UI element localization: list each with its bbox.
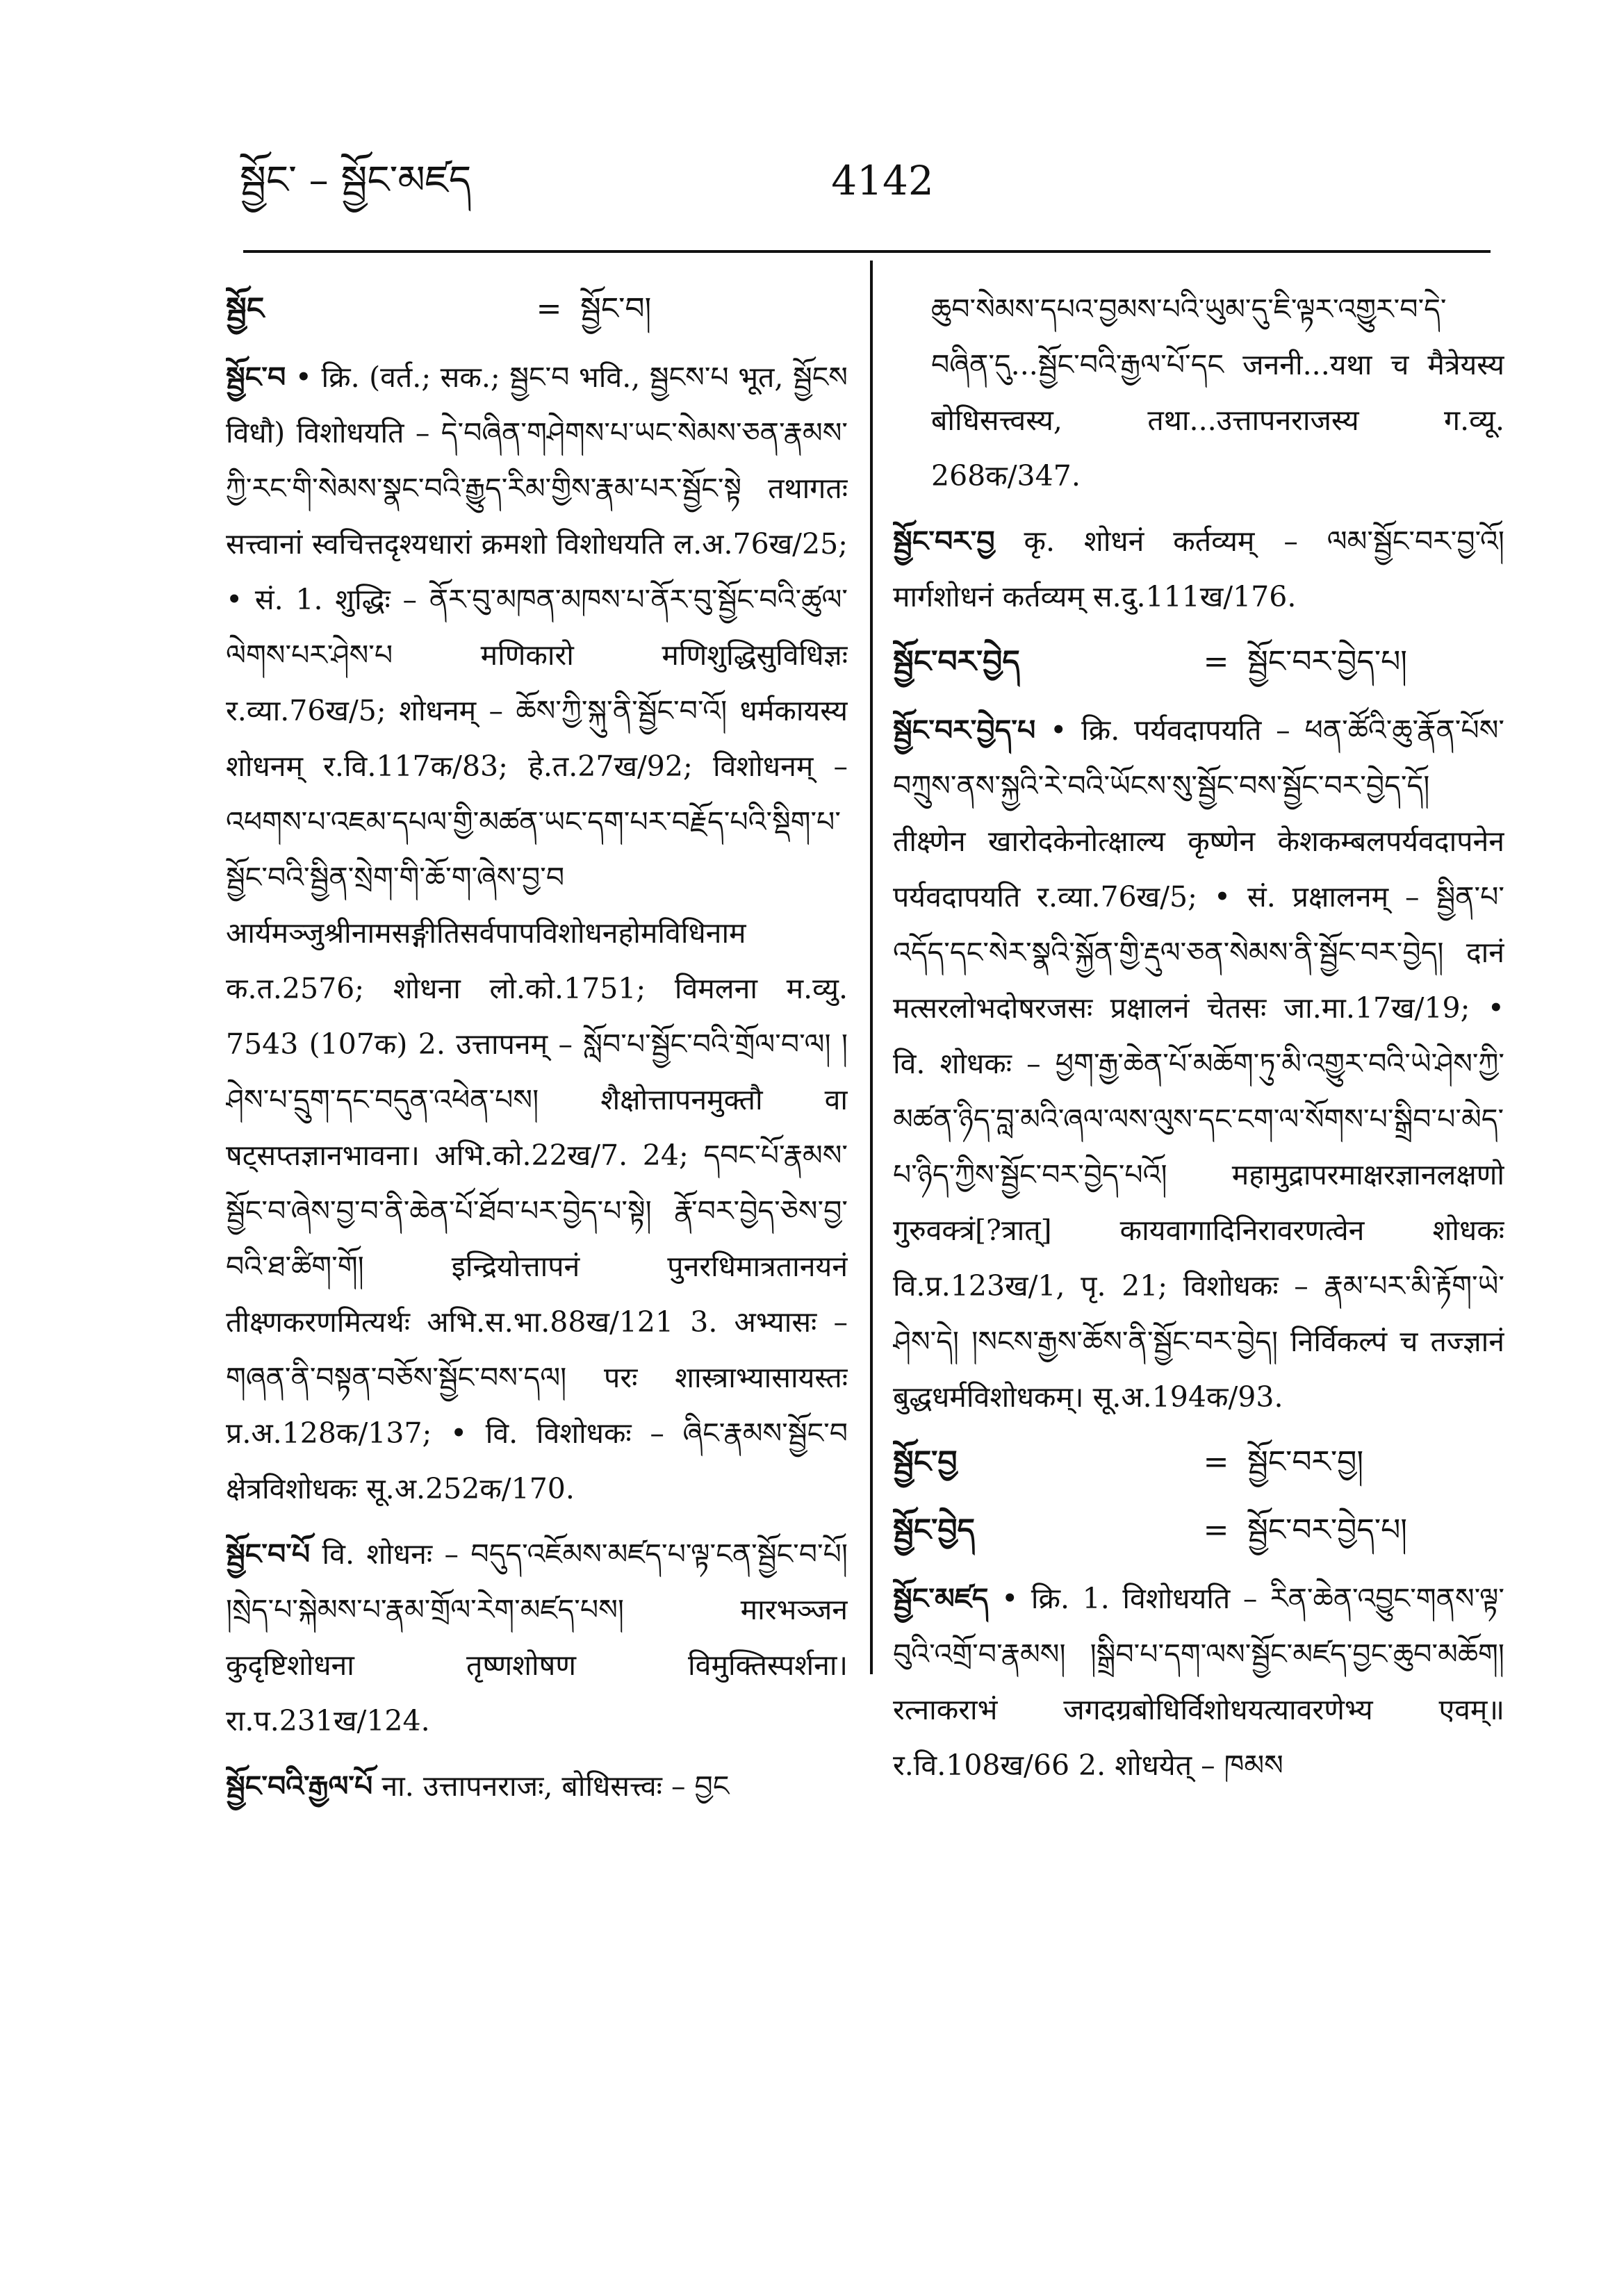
entry-headword: སྦྱོང་བར་བྱེད xyxy=(893,644,1020,679)
entry-headword: སྦྱོང་བྱ xyxy=(893,1444,958,1480)
continued-entry-text: ཆུབ་སེམས་དཔའ་བྱམས་པའི་ཡུམ་དུ་ཇི་ལྟར་འགྱུར་བ་དེ་བཞིན་དུ...སྦྱོང་བའི་རྒྱལ་པོ་དང जननी...यथा च मैत्रेयस्य बोधिसत्त्वस्य, तथा...उत्तापनराजस्य ग.व्यू. 268क/347. xyxy=(931,292,1504,493)
entry-definition: कृ. शोधनं कर्तव्यम् – ལམ་སྦྱོང་བར་བྱ་འོ། मार्गशोधनं कर्तव्यम् स.दु.111ख/176. xyxy=(893,525,1504,613)
cross-reference-target: སྦྱོང་བར་བྱ། xyxy=(1247,1444,1364,1480)
page-number: 4142 xyxy=(831,157,934,204)
cross-reference-entry xyxy=(893,1503,1504,1558)
entry-headword: སྦྱོང་བ་པོ xyxy=(226,1537,311,1571)
entry-headword: སྦྱོང་བར་བྱེད་པ xyxy=(893,713,1036,747)
dictionary-entry xyxy=(226,1758,848,1814)
entry-headword: སྦྱོང་བར་བྱ xyxy=(893,525,995,558)
entry-definition: वि. शोधनः – བདུད་འཇོམས་མཛད་པ་ལྟ་ངན་སྦྱོང་བ་པོ། །སྲེད་པ་སྐེམས་པ་རྣམ་གྲོལ་རེག་མཛད་པས། मारभञ्जन कुदृष्टिशोधना तृष्णशोषण विमुक्तिस्पर्शना। रा.प.231ख/124. xyxy=(226,1537,848,1737)
equals-sign: = xyxy=(1203,1444,1229,1480)
cross-reference-entry xyxy=(226,281,848,337)
cross-reference-entry xyxy=(893,1435,1504,1490)
right-column xyxy=(893,281,1504,2296)
entry-definition: • क्रि. पर्यवदापयति – ཕན་ཚོའི་ཆུ་རྣོན་པོས་བཀྲུས་ནས་སྐྱའི་རེ་བའི་ཡོངས་སུ་སྦྱོང་བས་སྦྱོང་བར་བྱེད་དོ། तीक्ष्णेन खारोदकेनोत्क्षाल्य कृष्णेन केशकम्बलपर्यवदापनेन पर्यवदापयति र.व्या.76ख/5; • सं. प्रक्षालनम् – སྦྱིན་པ་འདོད་དང་སེར་སྣའི་སྐྱོན་གྱི་རྡུལ་ཅན་སེམས་ནི་སྦྱོང་བར་བྱེད། दानं मत्सरलोभदोषरजसः प्रक्षालनं चेतसः जा.मा.17ख/19; • वि. शोधकः – ཕྱག་རྒྱ་ཆེན་པོ་མཆོག་ཏུ་མི་འགྱུར་བའི་ཡེ་ཤེས་ཀྱི་མཚན་ཉིད་བླ་མའི་ཞལ་ལས་ལུས་དང་ངག་ལ་སོགས་པ་སྒྲིབ་པ་མེད་པ་ཉིད་ཀྱིས་སྦྱོང་བར་བྱེད་པའོ། महामुद्रापरमाक्षरज्ञानलक्षणो गुरुवक्त्रं[?त्रात्] कायवागादिनिरावरणत्वेन शोधकः वि.प्र.123ख/1, पृ. 21; विशोधकः – རྣམ་པར་མི་རྟོག་ཡེ་ཤེས་དེ། །སངས་རྒྱས་ཆོས་ནི་སྦྱོང་བར་བྱེད། निर्विकल्पं च तज्ज्ञानं बुद्धधर्मविशोधकम्। सू.अ.194क/93. xyxy=(893,713,1504,1414)
cross-reference-target: སྦྱོང་བར་བྱེད་པ། xyxy=(1247,644,1408,679)
running-head: སྦྱོང་ – སྦྱོང་མཛད xyxy=(240,158,472,203)
column-divider xyxy=(870,261,873,1674)
dictionary-entry xyxy=(893,702,1504,1425)
cross-reference-target: སྦྱོང་བར་བྱེད་པ། xyxy=(1247,1512,1408,1548)
dictionary-entry xyxy=(893,513,1504,625)
entry-definition: ना. उत्तापनराजः, बोधिसत्त्वः – བྱང xyxy=(381,1769,730,1803)
dictionary-entry xyxy=(893,1571,1504,1793)
cross-reference-target: སྦྱོང་བ། xyxy=(580,291,652,327)
header-rule xyxy=(243,250,1491,253)
entry-definition: • क्रि. 1. विशोधयति – རིན་ཆེན་འབྱུང་གནས་ལྟ་བུའི་འགྲོ་བ་རྣམས། །སྒྲིབ་པ་དག་ལས་སྦྱོང་མཛད་བྱང་ཆུབ་མཆོག། रत्नाकराभं जगदग्रबोधिर्विशोधयत्यावरणेभ्य एवम्॥ र.वि.108ख/66 2. शोधयेत् – ཁམས xyxy=(893,1582,1504,1782)
dictionary-entry xyxy=(226,1526,848,1749)
entry-headword: སྦྱོང་བའི་རྒྱལ་པོ xyxy=(226,1769,373,1803)
entry-definition: • क्रि. (वर्त.; सक.; སྦྱང་བ भवि., སྦྱངས་པ भूत, སྦྱོངས विधौ) विशोधयति – དེ་བཞིན་གཤེགས་པ་ཡང་སེམས་ཅན་རྣམས་ཀྱི་རང་གི་སེམས་སྣང་བའི་རྒྱུད་རིམ་གྱིས་རྣམ་པར་སྦྱོང་སྟེ तथागतः सत्त्वानां स्वचित्तदृश्यधारां क्रमशो विशोधयति ल.अ.76ख/25; • सं. 1. शुद्धिः – ནོར་བུ་མཁན་མཁས་པ་ནོར་བུ་སྦྱོང་བའི་ཚུལ་ལེགས་པར་ཤེས་པ मणिकारो मणिशुद्धिसुविधिज्ञः र.व्या.76ख/5; शोधनम् – ཆོས་ཀྱི་སྐུ་ནི་སྦྱོང་བ་འོ། धर्मकायस्य शोधनम् र.वि.117क/83; हे.त.27ख/92; विशोधनम् – འཕགས་པ་འཇམ་དཔལ་གྱི་མཚན་ཡང་དག་པར་བརྗོད་པའི་སྡིག་པ་སྦྱོང་བའི་སྦྱིན་སྲེག་གི་ཆོ་ག་ཞེས་བྱ་བ आर्यमञ्जुश्रीनामसङ्गीतिसर्वपापविशोधनहोमविधिनाम क.त.2576; शोधना लो.को.1751; विमलना म.व्यु. 7543 (107क) 2. उत्तापनम् – སློབ་པ་སྦྱོང་བའི་གྲོལ་བ་ལ། །ཤེས་པ་དྲུག་དང་བདུན་འཕེན་པས། शैक्षोत्तापनमुक्तौ वा षट्सप्तज्ञानभावना। अभि.को.22ख/7. 24; དབང་པོ་རྣམས་སྦྱོང་བ་ཞེས་བྱ་བ་ནི་ཆེན་པོ་ཐོབ་པར་བྱེད་པ་སྟེ། རྣོ་བར་བྱེད་ཅེས་བྱ་བའི་ཐ་ཚིག་གོ། इन्द्रियोत्तापनं पुनरधिमात्रतानयनं तीक्ष्णकरणमित्यर्थः अभि.स.भा.88ख/121 3. अभ्यासः – གཞན་ནི་བསྟན་བཅོས་སྦྱོང་བས་དལ། परः शास्त्राभ्यासायस्तः प्र.अ.128क/137; • वि. विशोधकः – ཞིང་རྣམས་སྦྱོང་བ क्षेत्रविशोधकः सू.अ.252क/170. xyxy=(226,361,848,1505)
left-column xyxy=(226,281,848,2296)
entry-headword: སྦྱོང་མཛད xyxy=(893,1582,989,1615)
equals-sign: = xyxy=(1203,644,1229,679)
page-header xyxy=(0,146,1617,222)
entry-headword: སྦྱོང xyxy=(226,291,265,327)
equals-sign: = xyxy=(536,291,562,327)
dictionary-entry xyxy=(226,349,848,1517)
entry-headword: སྦྱོང་བ xyxy=(226,361,286,394)
cross-reference-entry xyxy=(893,634,1504,690)
equals-sign: = xyxy=(1203,1512,1229,1548)
entry-headword: སྦྱོང་བྱེད xyxy=(893,1512,976,1548)
